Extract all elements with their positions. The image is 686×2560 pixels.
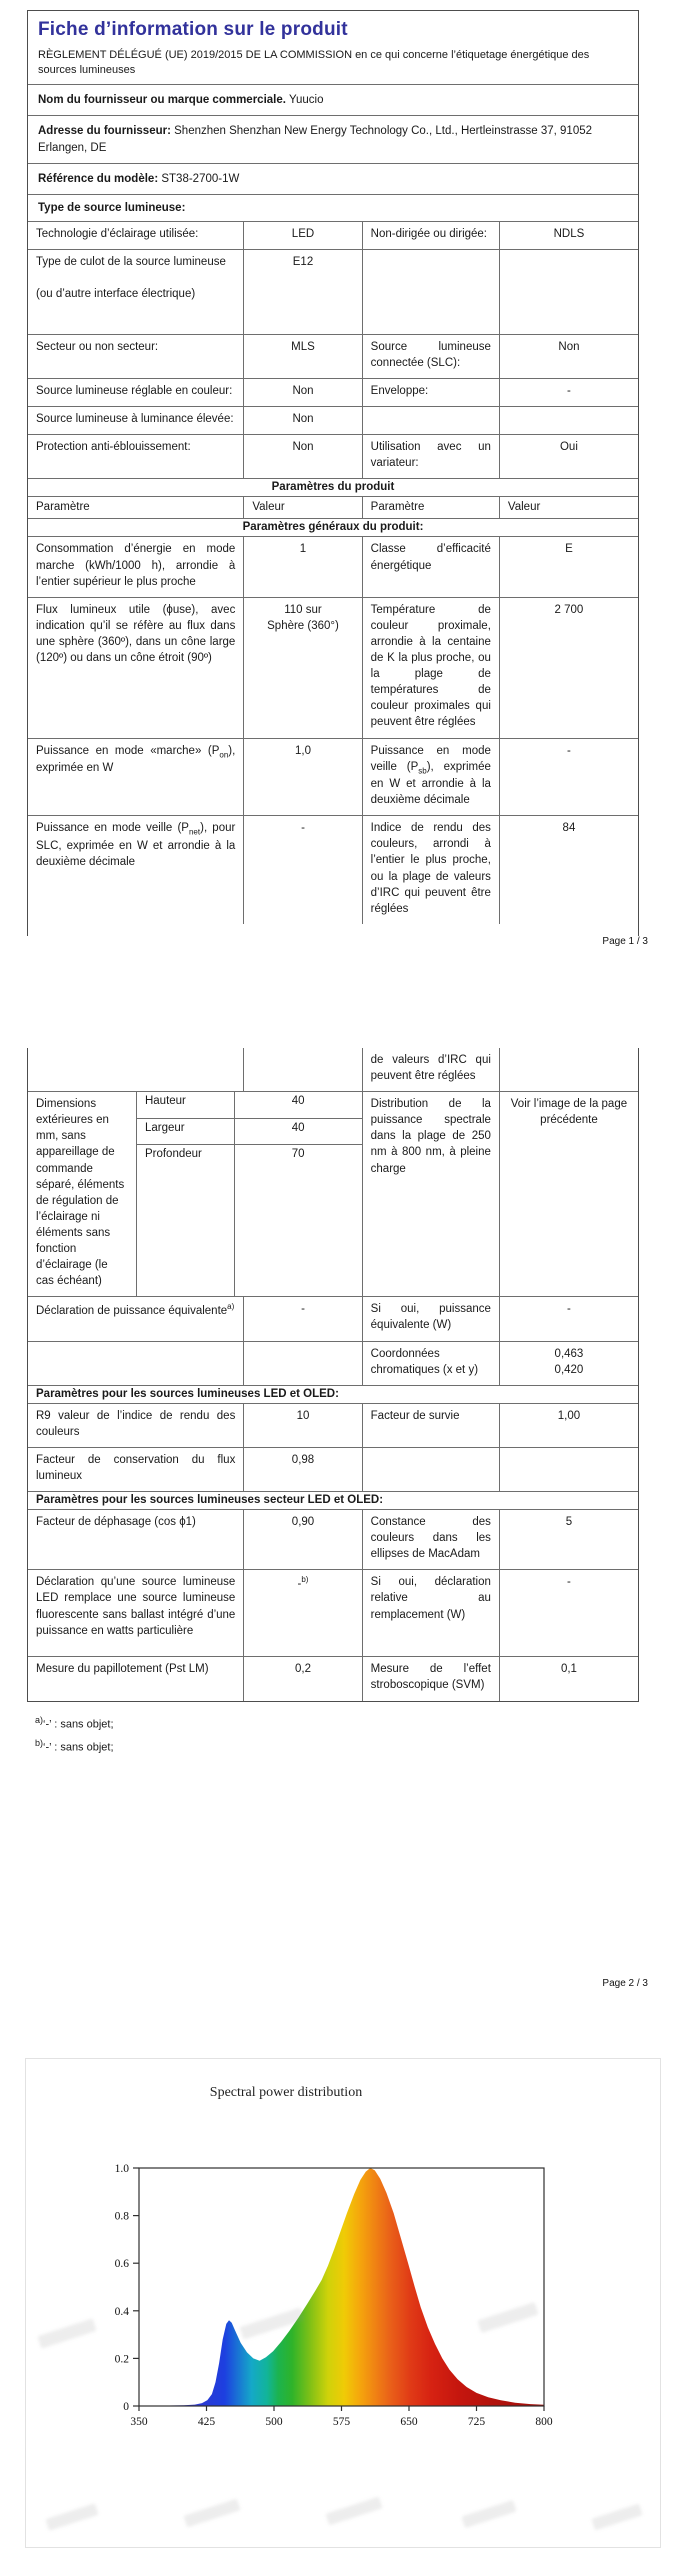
table-row — [28, 1403, 638, 1447]
value-cell: E — [499, 537, 638, 596]
param-cell: Mesure du papillotement (Pst LM) — [36, 1663, 209, 1676]
dimension-subrow — [137, 1118, 362, 1144]
param-cell: Non-dirigée ou dirigée: — [362, 222, 499, 249]
page-number: Page 2 / 3 — [602, 1978, 648, 1989]
param-cell: Mesure de l’effet stroboscopique (SVM) — [362, 1657, 499, 1700]
type-section-header: Type de source lumineuse: — [28, 194, 638, 221]
param-cell: Protection anti-éblouissement: — [36, 441, 191, 454]
dimension-subrow — [137, 1092, 362, 1118]
dimensions-row — [28, 1091, 638, 1296]
value-cell — [499, 1048, 638, 1091]
dimensions-subtable — [136, 1092, 362, 1296]
param-cell: Facteur de survie — [362, 1404, 499, 1447]
table-row — [28, 1656, 638, 1700]
param-cell: Source lumineuse à luminance élevée: — [36, 413, 234, 426]
param-cell: Enveloppe: — [362, 379, 499, 406]
table-row — [28, 536, 638, 596]
svg-text:350: 350 — [130, 2416, 148, 2428]
value-cell: - — [499, 1570, 638, 1656]
table-row — [28, 597, 638, 738]
spectral-power-distribution-chart — [26, 2059, 662, 2549]
param-cell: Déclaration de puissance équivalente$^{a)}$ — [36, 1302, 235, 1318]
param-cell: Distribution de la puissance spectrale dans la plage de 250 nm à 800 nm, à pleine charge — [362, 1092, 499, 1296]
svg-text:0.6: 0.6 — [114, 2258, 129, 2271]
table-row — [28, 406, 638, 434]
value-cell: 1,00 — [499, 1404, 638, 1447]
supplier-value: Yuucio — [288, 94, 324, 107]
column-header: Paramètre — [362, 497, 499, 518]
dimension-name: Hauteur — [144, 1095, 186, 1108]
value-cell: - — [499, 379, 638, 406]
footnote-marker: a) — [35, 1714, 44, 1725]
svg-text:0.4: 0.4 — [114, 2305, 129, 2318]
page-title: Fiche d’information sur le produit — [38, 19, 348, 40]
param-cell: Température de couleur proximale, arrondie à la centaine de K la plus proche, ou la plage de températures de couleur proximales qui peuvent être réglées — [362, 598, 499, 738]
table-row — [28, 1341, 638, 1385]
supplier-row — [28, 84, 638, 115]
param-cell: Puissance en mode veille $(P_{net})$, pour SLC, exprimée en W et arrondie à la deuxième décimale — [36, 822, 236, 868]
model-row — [28, 163, 638, 194]
column-header: Valeur — [243, 497, 361, 518]
svg-text:1.0: 1.0 — [114, 2163, 129, 2175]
value-cell: 0,2 — [243, 1657, 361, 1700]
chart-title: Spectral power distribution — [209, 2085, 363, 2100]
section-header-general-params: Paramètres généraux du produit: — [28, 518, 638, 536]
value-cell: Non — [499, 335, 638, 378]
value-cell: LED — [243, 222, 361, 249]
dimension-value: 70 — [234, 1145, 362, 1296]
table-row — [28, 1447, 638, 1491]
table-row — [28, 1296, 638, 1340]
svg-text:500: 500 — [265, 2416, 283, 2428]
value-cell: NDLS — [499, 222, 638, 249]
footnote-text: ‘-’ : sans objet; — [43, 1718, 114, 1731]
dimension-name: Profondeur — [144, 1148, 202, 1161]
param-cell: Puissance en mode «marche» $(P_{on})$, exprimée en W — [36, 744, 236, 774]
svg-text:0: 0 — [123, 2401, 129, 2413]
page-2-table — [27, 1048, 639, 1702]
value-cell: - — [243, 1297, 361, 1340]
page-1 — [27, 10, 639, 936]
value-cell: -$^{b)}$ — [243, 1570, 361, 1656]
footnotes — [27, 1702, 639, 1759]
supplier-label: Nom du fournisseur ou marque commerciale. — [38, 94, 286, 107]
value-cell: MLS — [243, 335, 361, 378]
address-label: Adresse du fournisseur: — [38, 125, 171, 138]
param-cell: Indice de rendu des couleurs, arrondi à l’entier le plus proche, ou la plage de valeurs d’IRC qui peuvent être réglées — [362, 816, 499, 924]
dimension-name: Largeur — [144, 1122, 185, 1135]
continuation-row — [28, 1048, 638, 1091]
param-cell — [362, 1448, 499, 1491]
param-cell: Constance des couleurs dans les ellipses de MacAdam — [362, 1510, 499, 1569]
value-cell: 0,90 — [243, 1510, 361, 1569]
value-cell: - — [243, 816, 361, 924]
value-cell: Non — [243, 435, 361, 478]
value-cell: 0,98 — [243, 1448, 361, 1491]
value-cell: 1,0 — [243, 739, 361, 816]
table-row — [28, 378, 638, 406]
table-row — [28, 1569, 638, 1656]
param-cell: Puissance en mode veille $(P_{sb})$, exprimée en W et arrondie à la deuxième décimale — [362, 739, 499, 816]
section-header-product-params: Paramètres du produit — [28, 478, 638, 496]
column-header: Paramètre — [36, 501, 90, 514]
svg-text:0.8: 0.8 — [114, 2210, 129, 2223]
value-cell: Voir l’image de la page précédente — [499, 1092, 638, 1296]
param-cell — [362, 407, 499, 434]
value-cell — [243, 1342, 361, 1385]
param-cell: Utilisation avec un variateur: — [362, 435, 499, 478]
dimension-subrow — [137, 1144, 362, 1296]
page-number: Page 1 / 3 — [602, 936, 648, 947]
param-cell — [362, 250, 499, 334]
param-cell: Déclaration qu’une source lumineuse LED remplace une source lumineuse fluorescente sans ballast intégré d’une puissance en watts particulière — [36, 1576, 236, 1637]
table-row — [28, 434, 638, 478]
param-cell — [28, 1342, 243, 1385]
footnote — [35, 1735, 631, 1759]
param-cell: Type de culot de la source lumineuse (ou d’autre interface électrique) — [36, 255, 226, 300]
svg-text:0.2: 0.2 — [114, 2353, 129, 2366]
value-cell: Oui — [499, 435, 638, 478]
value-cell — [243, 1048, 361, 1091]
param-cell: Si oui, puissance équivalente (W) — [362, 1297, 499, 1340]
regulation-text: RÈGLEMENT DÉLÉGUÉ (UE) 2019/2015 DE LA COMMISSION en ce qui concerne l’étiquetage énergétique des sources lumineuses — [38, 49, 590, 77]
param-cell: Technologie d’éclairage utilisée: — [36, 227, 199, 240]
svg-text:800: 800 — [535, 2416, 553, 2428]
svg-text:425: 425 — [197, 2416, 216, 2428]
address-value: Shenzhen Shenzhan New Energy Technology Co., Ltd., Hertleinstrasse 37, 91052 Erlangen, DE — [38, 125, 593, 154]
param-cell — [28, 1048, 243, 1091]
svg-text:575: 575 — [332, 2416, 351, 2428]
column-header: Valeur — [499, 497, 638, 518]
param-cell: Flux lumineux utile (ϕuse), avec indication qu’il se réfère au flux dans une sphère (360º), dans un cône large (120º) ou dans un cône étroit (90º) — [36, 603, 236, 665]
param-cell: Secteur ou non secteur: — [36, 340, 159, 353]
value-cell: - — [499, 1297, 638, 1340]
value-cell — [499, 1448, 638, 1491]
title-block — [28, 11, 638, 84]
dimensions-label: Dimensions extérieures en mm, sans appareillage de commande séparé, éléments de régulation de l’éclairage ni éléments sans fonction d’éclairage (le cas échéant) — [36, 1098, 125, 1288]
svg-text:650: 650 — [400, 2416, 418, 2428]
param-cell: Facteur de déphasage (cos ϕ1) — [36, 1516, 196, 1529]
table-row — [28, 738, 638, 816]
value-cell — [499, 250, 638, 334]
section-header-mains-led-oled: Paramètres pour les sources lumineuses secteur LED et OLED: — [28, 1491, 638, 1509]
page-2 — [27, 1048, 639, 1759]
model-label: Référence du modèle: — [38, 172, 159, 185]
value-cell: 10 — [243, 1404, 361, 1447]
table-row — [28, 221, 638, 249]
value-cell: Non — [243, 407, 361, 434]
param-cell: R9 valeur de l’indice de rendu des couleurs — [36, 1409, 236, 1438]
footnote — [35, 1712, 631, 1736]
page-3-spectral-chart — [25, 2058, 661, 2548]
value-cell: 110 sur Sphère (360°) — [243, 598, 361, 738]
param-cell: Coordonnées chromatiques (x et y) — [362, 1342, 499, 1385]
footnote-marker: b) — [35, 1738, 44, 1749]
value-cell: Non — [243, 379, 361, 406]
svg-text:725: 725 — [467, 2416, 486, 2428]
value-cell: - — [499, 739, 638, 816]
param-cell: Si oui, déclaration relative au remplacement (W) — [362, 1570, 499, 1656]
dimension-value: 40 — [234, 1119, 362, 1144]
table-row — [28, 815, 638, 924]
param-cell: Facteur de conservation du flux lumineux — [36, 1453, 236, 1482]
value-cell: 2 700 — [499, 598, 638, 738]
value-cell: 0,1 — [499, 1657, 638, 1700]
model-value: ST38-2700-1W — [161, 172, 240, 185]
param-cell: Source lumineuse connectée (SLC): — [362, 335, 499, 378]
address-row — [28, 115, 638, 162]
param-cell: Classe d’efficacité énergétique — [362, 537, 499, 596]
param-cell: Consommation d’énergie en mode marche (kWh/1000 h), arrondie à l’entier supérieur le plus proche — [36, 543, 236, 588]
columns-header-row — [28, 496, 638, 518]
footnote-text: ‘-’ : sans objet; — [43, 1741, 114, 1754]
param-cell: Source lumineuse réglable en couleur: — [36, 385, 233, 397]
table-row — [28, 334, 638, 378]
value-cell — [499, 407, 638, 434]
param-cell: de valeurs d’IRC qui peuvent être réglées — [362, 1048, 499, 1091]
value-cell: 0,463 0,420 — [499, 1342, 638, 1385]
section-header-led-oled: Paramètres pour les sources lumineuses LED et OLED: — [28, 1385, 638, 1403]
value-cell: E12 — [243, 250, 361, 334]
value-cell: 5 — [499, 1510, 638, 1569]
value-cell: 84 — [499, 816, 638, 924]
table-row — [28, 249, 638, 334]
table-row — [28, 1509, 638, 1569]
value-cell: 1 — [243, 537, 361, 596]
dimension-value: 40 — [234, 1092, 362, 1118]
